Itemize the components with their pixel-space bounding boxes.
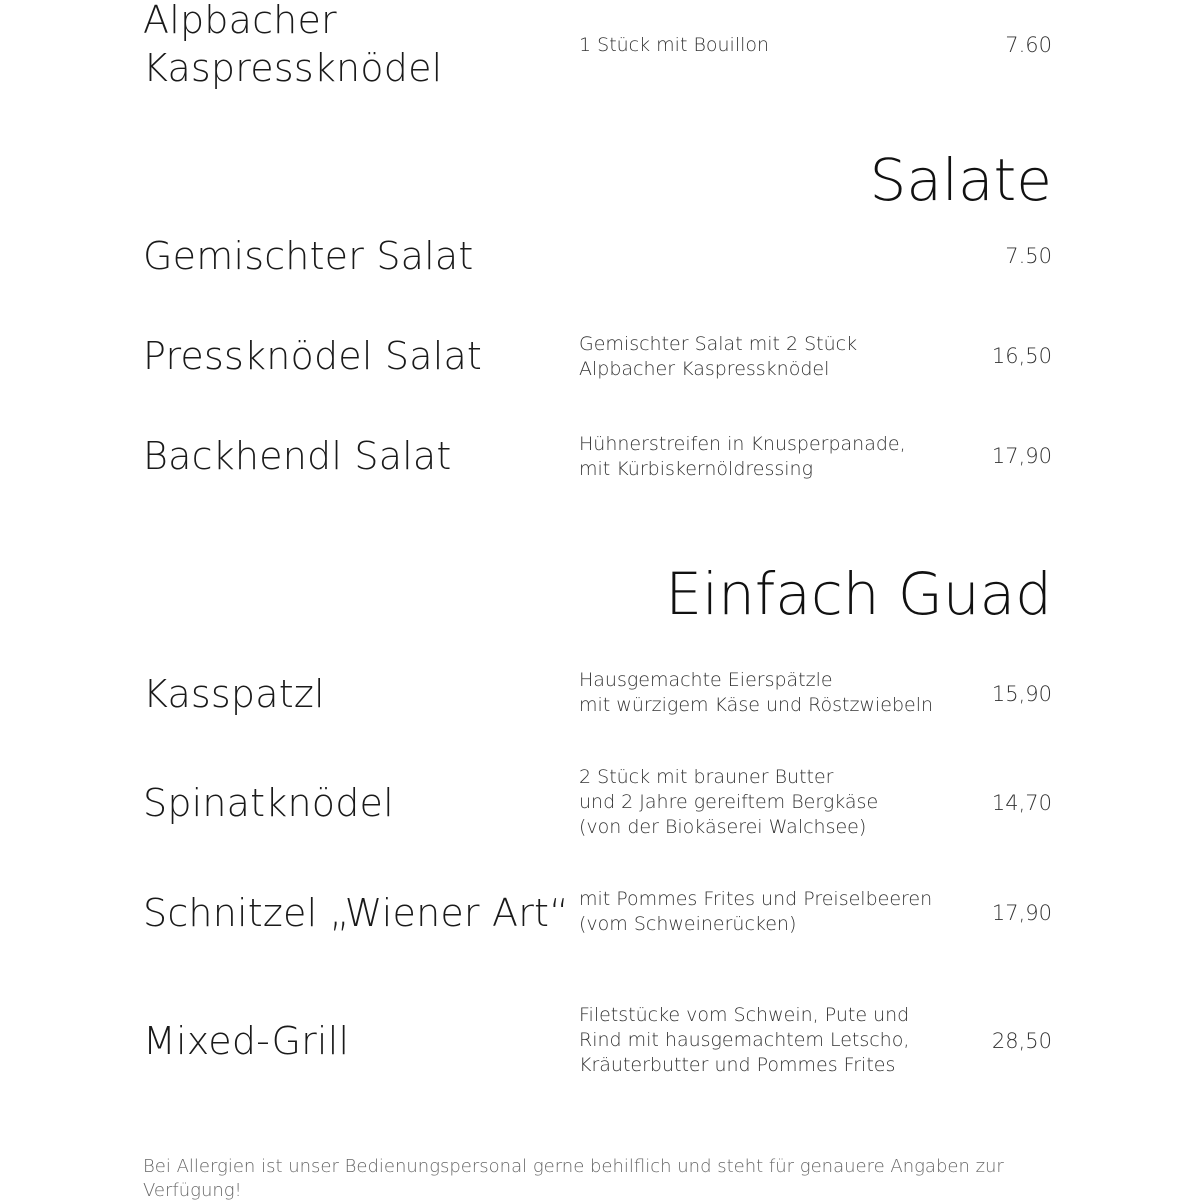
item-name-line2: Kaspressknödel bbox=[143, 46, 443, 90]
item-name-line1: Alpbacher bbox=[143, 0, 337, 42]
item-description: mit Pommes Frites und Preiselbeeren (vom Schweinerücken) bbox=[579, 888, 933, 935]
item-price: 17,90 bbox=[991, 901, 1052, 925]
item-description: Hühnerstreifen in Knusperpanade, mit Kürbiskernöldressing bbox=[579, 433, 906, 480]
allergy-note: Bei Allergien ist unser Bedienungspersonal gerne behilflich und steht für genauere Angaben zur Verfügung! bbox=[143, 1156, 1004, 1201]
item-name: Backhendl Salat bbox=[143, 434, 452, 478]
item-price: 7.50 bbox=[1005, 244, 1052, 268]
menu-item-backhendl-salat bbox=[143, 432, 1052, 487]
item-name: Schnitzel „Wiener Art“ bbox=[143, 891, 570, 935]
item-price: 16,50 bbox=[991, 344, 1052, 368]
item-name: Mixed-Grill bbox=[143, 1019, 350, 1063]
item-name: Kasspatzl bbox=[143, 672, 325, 716]
menu-item-kaspressknoedel bbox=[143, 0, 1052, 100]
menu-item-schnitzel bbox=[143, 887, 1052, 942]
item-description: Filetstücke vom Schwein, Pute und Rind mit hausgemachtem Letscho, Kräuterbutter und Pommes Frites bbox=[579, 1004, 910, 1076]
section-title-salate: Salate bbox=[869, 146, 1052, 214]
item-description: Gemischter Salat mit 2 Stück Alpbacher Kaspressknödel bbox=[579, 333, 858, 380]
item-price: 28,50 bbox=[991, 1029, 1052, 1053]
item-price: 15,90 bbox=[991, 682, 1052, 706]
item-name: Spinatknödel bbox=[143, 781, 394, 825]
menu-item-pressknoedel-salat bbox=[143, 332, 1052, 387]
item-price: 14,70 bbox=[991, 791, 1052, 815]
menu-item-spinatknoedel bbox=[143, 765, 1052, 845]
item-price: 7.60 bbox=[1005, 33, 1052, 57]
menu-item-gemischter-salat bbox=[143, 232, 1052, 282]
section-title-einfach-guad: Einfach Guad bbox=[665, 560, 1052, 628]
item-name: Pressknödel Salat bbox=[143, 334, 483, 378]
item-price: 17,90 bbox=[991, 444, 1052, 468]
item-name bbox=[143, 0, 442, 92]
item-name: Gemischter Salat bbox=[143, 234, 474, 278]
item-description: 1 Stück mit Bouillon bbox=[579, 34, 770, 56]
item-description: 2 Stück mit brauner Butter und 2 Jahre gereiftem Bergkäse (von der Biokäserei Walchsee) bbox=[579, 766, 879, 838]
item-description: Hausgemachte Eierspätzle mit würzigem Käse und Röstzwiebeln bbox=[579, 669, 934, 716]
menu-item-mixed-grill bbox=[143, 1003, 1052, 1083]
menu-item-kasspatzl bbox=[143, 668, 1052, 723]
